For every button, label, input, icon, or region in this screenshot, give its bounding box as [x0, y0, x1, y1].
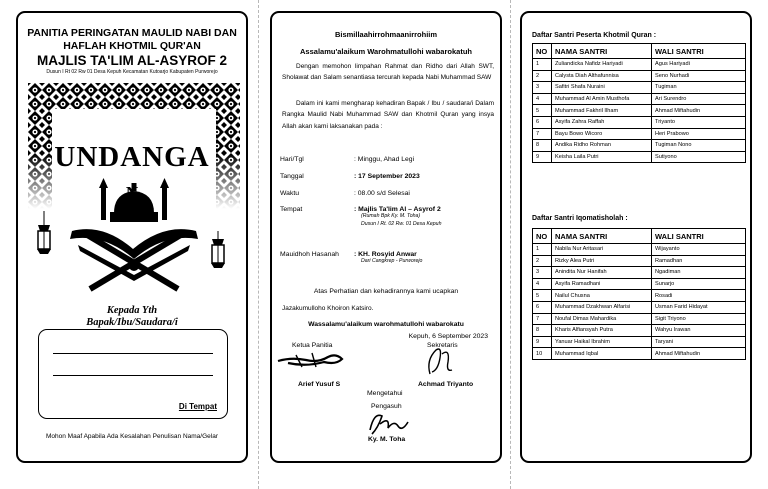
letter-paragraph-1: Dengan memohon limpahan Rahmat dan Ridho dari Allah SWT, Sholawat dan Salam senantiasa tercurah kepada Nabi Muhammad SAW	[282, 63, 494, 82]
cell-nama-santri: Calysta Diah Althafunnisa	[552, 70, 652, 82]
cell-nama-santri: Safitri Shafa Nuraini	[552, 82, 652, 94]
cell-wali-santri: Usman Farid Hidayat	[652, 301, 746, 313]
tanggal-label: Tanggal	[280, 173, 304, 180]
table-row	[533, 278, 746, 290]
cell-nama-santri: Noufal Dimas Mahardika	[552, 313, 652, 325]
cell-nama-santri: Nailul Chusna	[552, 290, 652, 302]
cell-wali-santri: Sigit Triyono	[652, 313, 746, 325]
sekretaris-name: Achmad Triyanto	[418, 381, 474, 388]
cell-no: 4	[533, 278, 552, 290]
letter-paragraph-2: Dalam ini kami mengharap kehadiran Bapak / Ibu / saudara/i Dalam Rangka Maulid Nabi Muhammad SAW dan Khotmil Quran yang insya Allah akan kami laksanakan pada :	[282, 100, 494, 130]
lantern-right-icon	[211, 231, 225, 268]
recipient-box	[38, 329, 228, 419]
committee-title: PANITIA PERINGATAN MAULID NABI DAN	[27, 27, 237, 39]
pengasuh-label: Pengasuh	[371, 403, 402, 410]
kepada-recipient: Bapak/Ibu/Saudara/i	[86, 317, 178, 328]
cell-nama-santri: Keisha Laila Putri	[552, 151, 652, 163]
santri-list-panel	[520, 11, 752, 463]
cell-nama-santri: Muhammad Dzakhwan Alfarisi	[552, 301, 652, 313]
event-title: HAFLAH KHOTMIL QUR'AN	[63, 40, 201, 52]
waktu-label: Waktu	[280, 190, 300, 197]
mauidhoh-block	[354, 251, 422, 266]
ketua-name: Arief Yusuf S	[298, 381, 341, 388]
cell-wali-santri: Rosadi	[652, 290, 746, 302]
fold-line-left	[258, 0, 259, 489]
tempat-label: Tempat	[280, 206, 303, 213]
cell-wali-santri: Taryani	[652, 336, 746, 348]
table-row	[533, 151, 746, 163]
mauidhoh-label: Mauidhoh Hasanah	[280, 251, 339, 258]
cell-wali-santri: Wahyu Irawan	[652, 325, 746, 337]
tempat-sub-2: Dusun I Rt. 02 Rw. 01 Desa Kepuh	[361, 220, 442, 227]
cell-nama-santri: Zuliandicka Nafidz Hariyadi	[552, 59, 652, 71]
table-row	[533, 267, 746, 279]
apology-note: Mohon Maaf Apabila Ada Kesalahan Penulisan Nama/Gelar	[46, 433, 218, 440]
col-nama-santri: NAMA SANTRI	[552, 229, 652, 244]
table-row	[533, 70, 746, 82]
table-row	[533, 325, 746, 337]
letter-panel	[270, 11, 502, 463]
pengasuh-name: Ky. M. Toha	[368, 436, 406, 443]
cell-no: 6	[533, 301, 552, 313]
ketua-signature	[276, 347, 352, 371]
table-row	[533, 290, 746, 302]
table-header-row	[533, 229, 746, 244]
cell-no: 9	[533, 151, 552, 163]
cell-no: 9	[533, 336, 552, 348]
cell-nama-santri: Bayu Bowo Wicoro	[552, 128, 652, 140]
recipient-line	[53, 353, 213, 354]
cell-nama-santri: Muhammad Iqbal	[552, 348, 652, 360]
cell-nama-santri: Andika Ridho Rohman	[552, 140, 652, 152]
col-no: NO	[533, 229, 552, 244]
mauidhoh-sub: Dari Cangkrep - Purworejo	[361, 258, 423, 264]
salam-opening: Assalamu'alaikum Warohmatullohi wabarokatuh	[300, 47, 472, 56]
col-nama-santri: NAMA SANTRI	[552, 44, 652, 59]
majlis-title: MAJLIS TA'LIM AL-ASYROF 2	[37, 53, 227, 68]
table-row	[533, 105, 746, 117]
mauidhoh-value: : KH. Rosyid Anwar	[354, 251, 417, 258]
cell-no: 1	[533, 244, 552, 256]
waktu-value: : 08.00 s/d Selesai	[354, 190, 410, 197]
cover-panel	[16, 11, 248, 463]
cell-nama-santri: Yanuar Haikal Ibrahim	[552, 336, 652, 348]
cell-nama-santri: Muhammad Al Amin Musthofa	[552, 93, 652, 105]
table-row	[533, 244, 746, 256]
cell-no: 10	[533, 348, 552, 360]
cell-nama-santri: Anindita Nur Hanifah	[552, 267, 652, 279]
cell-no: 5	[533, 105, 552, 117]
cell-nama-santri: Rizky Alea Putri	[552, 255, 652, 267]
khotmil-list-title: Daftar Santri Peserta Khotmil Quran :	[532, 32, 657, 39]
ketua-label: Ketua Panitia	[292, 342, 333, 349]
cell-no: 4	[533, 93, 552, 105]
table-row	[533, 82, 746, 94]
cell-no: 1	[533, 59, 552, 71]
cell-wali-santri: Ari Surendro	[652, 93, 746, 105]
addressee-label	[18, 305, 246, 329]
fold-line-right	[510, 0, 511, 489]
cell-wali-santri: Ahmad Miftahudin	[652, 105, 746, 117]
table-row	[533, 301, 746, 313]
col-wali-santri: WALI SANTRI	[652, 229, 746, 244]
wassalam: Wassalamu'alaikum warohmatullohi wabarokatu	[308, 321, 464, 328]
mengetahui-label: Mengetahui	[367, 390, 403, 397]
cell-wali-santri: Tugiman Nono	[652, 140, 746, 152]
cell-no: 2	[533, 255, 552, 267]
undangan-heading: UNDANGA	[54, 141, 210, 173]
undangan-heading-n: N	[125, 183, 139, 202]
bismillah: Bismillaahirrohmaanirrohiim	[334, 30, 438, 39]
tempat-sub-1: (Rumah Bpk Ky. M. Toha)	[361, 213, 421, 219]
col-wali-santri: WALI SANTRI	[652, 44, 746, 59]
recipient-line	[53, 375, 213, 376]
iqomatis-list-title: Daftar Santri Iqomatisholah :	[532, 215, 628, 222]
cell-wali-santri: Wijayanto	[652, 244, 746, 256]
tempat-value: : Majlis Ta'lim Al – Asyrof 2	[354, 206, 441, 213]
majlis-address: Dusun I Rt 02 Rw 01 Desa Kepuh Kecamatan Kutoarjo Kabupaten Purworejo	[46, 69, 218, 75]
lantern-left-icon	[37, 211, 51, 254]
quran-stand-icon	[70, 229, 198, 289]
table-row	[533, 140, 746, 152]
cell-wali-santri: Ngadiman	[652, 267, 746, 279]
iqomatis-table	[532, 228, 746, 360]
hari-value: : Minggu, Ahad Legi	[354, 156, 415, 163]
cell-wali-santri: Sunarjo	[652, 278, 746, 290]
table-row	[533, 116, 746, 128]
cell-wali-santri: Sutiyono	[652, 151, 746, 163]
closing-line-1: Atas Perhatian dan kehadirannya kami ucapkan	[313, 288, 459, 295]
cell-wali-santri: Ahmad Miftahudin	[652, 348, 746, 360]
table-row	[533, 348, 746, 360]
cell-wali-santri: Tugiman	[652, 82, 746, 94]
cell-no: 6	[533, 116, 552, 128]
table-row	[533, 59, 746, 71]
tanggal-value: : 17 September 2023	[354, 173, 420, 180]
cell-no: 5	[533, 290, 552, 302]
cell-no: 3	[533, 267, 552, 279]
khotmil-table	[532, 43, 746, 163]
cell-nama-santri: Asyifa Zahra Raffah	[552, 116, 652, 128]
cell-no: 2	[533, 70, 552, 82]
cell-wali-santri: Ramadhan	[652, 255, 746, 267]
table-row	[533, 336, 746, 348]
table-row	[533, 313, 746, 325]
table-row	[533, 93, 746, 105]
di-tempat: Di Tempat	[178, 402, 217, 411]
table-row	[533, 128, 746, 140]
cell-nama-santri: Kharis Alfiansyah Putra	[552, 325, 652, 337]
cell-wali-santri: Triyanto	[652, 116, 746, 128]
cell-no: 7	[533, 128, 552, 140]
letter-date: Kepuh, 6 September 2023	[408, 333, 488, 340]
cell-no: 3	[533, 82, 552, 94]
pengasuh-signature	[366, 408, 410, 438]
cell-nama-santri: Muhammad Fakhril Ilham	[552, 105, 652, 117]
cell-no: 8	[533, 325, 552, 337]
col-no: NO	[533, 44, 552, 59]
cell-wali-santri: Seno Nurhadi	[652, 70, 746, 82]
sekretaris-signature	[420, 344, 458, 378]
sekretaris-label: Sekretaris	[427, 342, 458, 349]
kepada-yth: Kepada Yth	[106, 305, 158, 316]
cell-no: 7	[533, 313, 552, 325]
hari-label: Hari/Tgl	[280, 156, 304, 163]
cell-nama-santri: Asyifa Ramadhani	[552, 278, 652, 290]
cell-nama-santri: Nabila Nur Aritasari	[552, 244, 652, 256]
table-row	[533, 255, 746, 267]
tempat-block	[354, 206, 441, 228]
table-header-row	[533, 44, 746, 59]
closing-line-2: Jazakumulloho Khoiron Katsiro.	[282, 305, 374, 312]
cell-wali-santri: Heri Prabowo	[652, 128, 746, 140]
cell-no: 8	[533, 140, 552, 152]
cell-wali-santri: Agus Hariyadi	[652, 59, 746, 71]
